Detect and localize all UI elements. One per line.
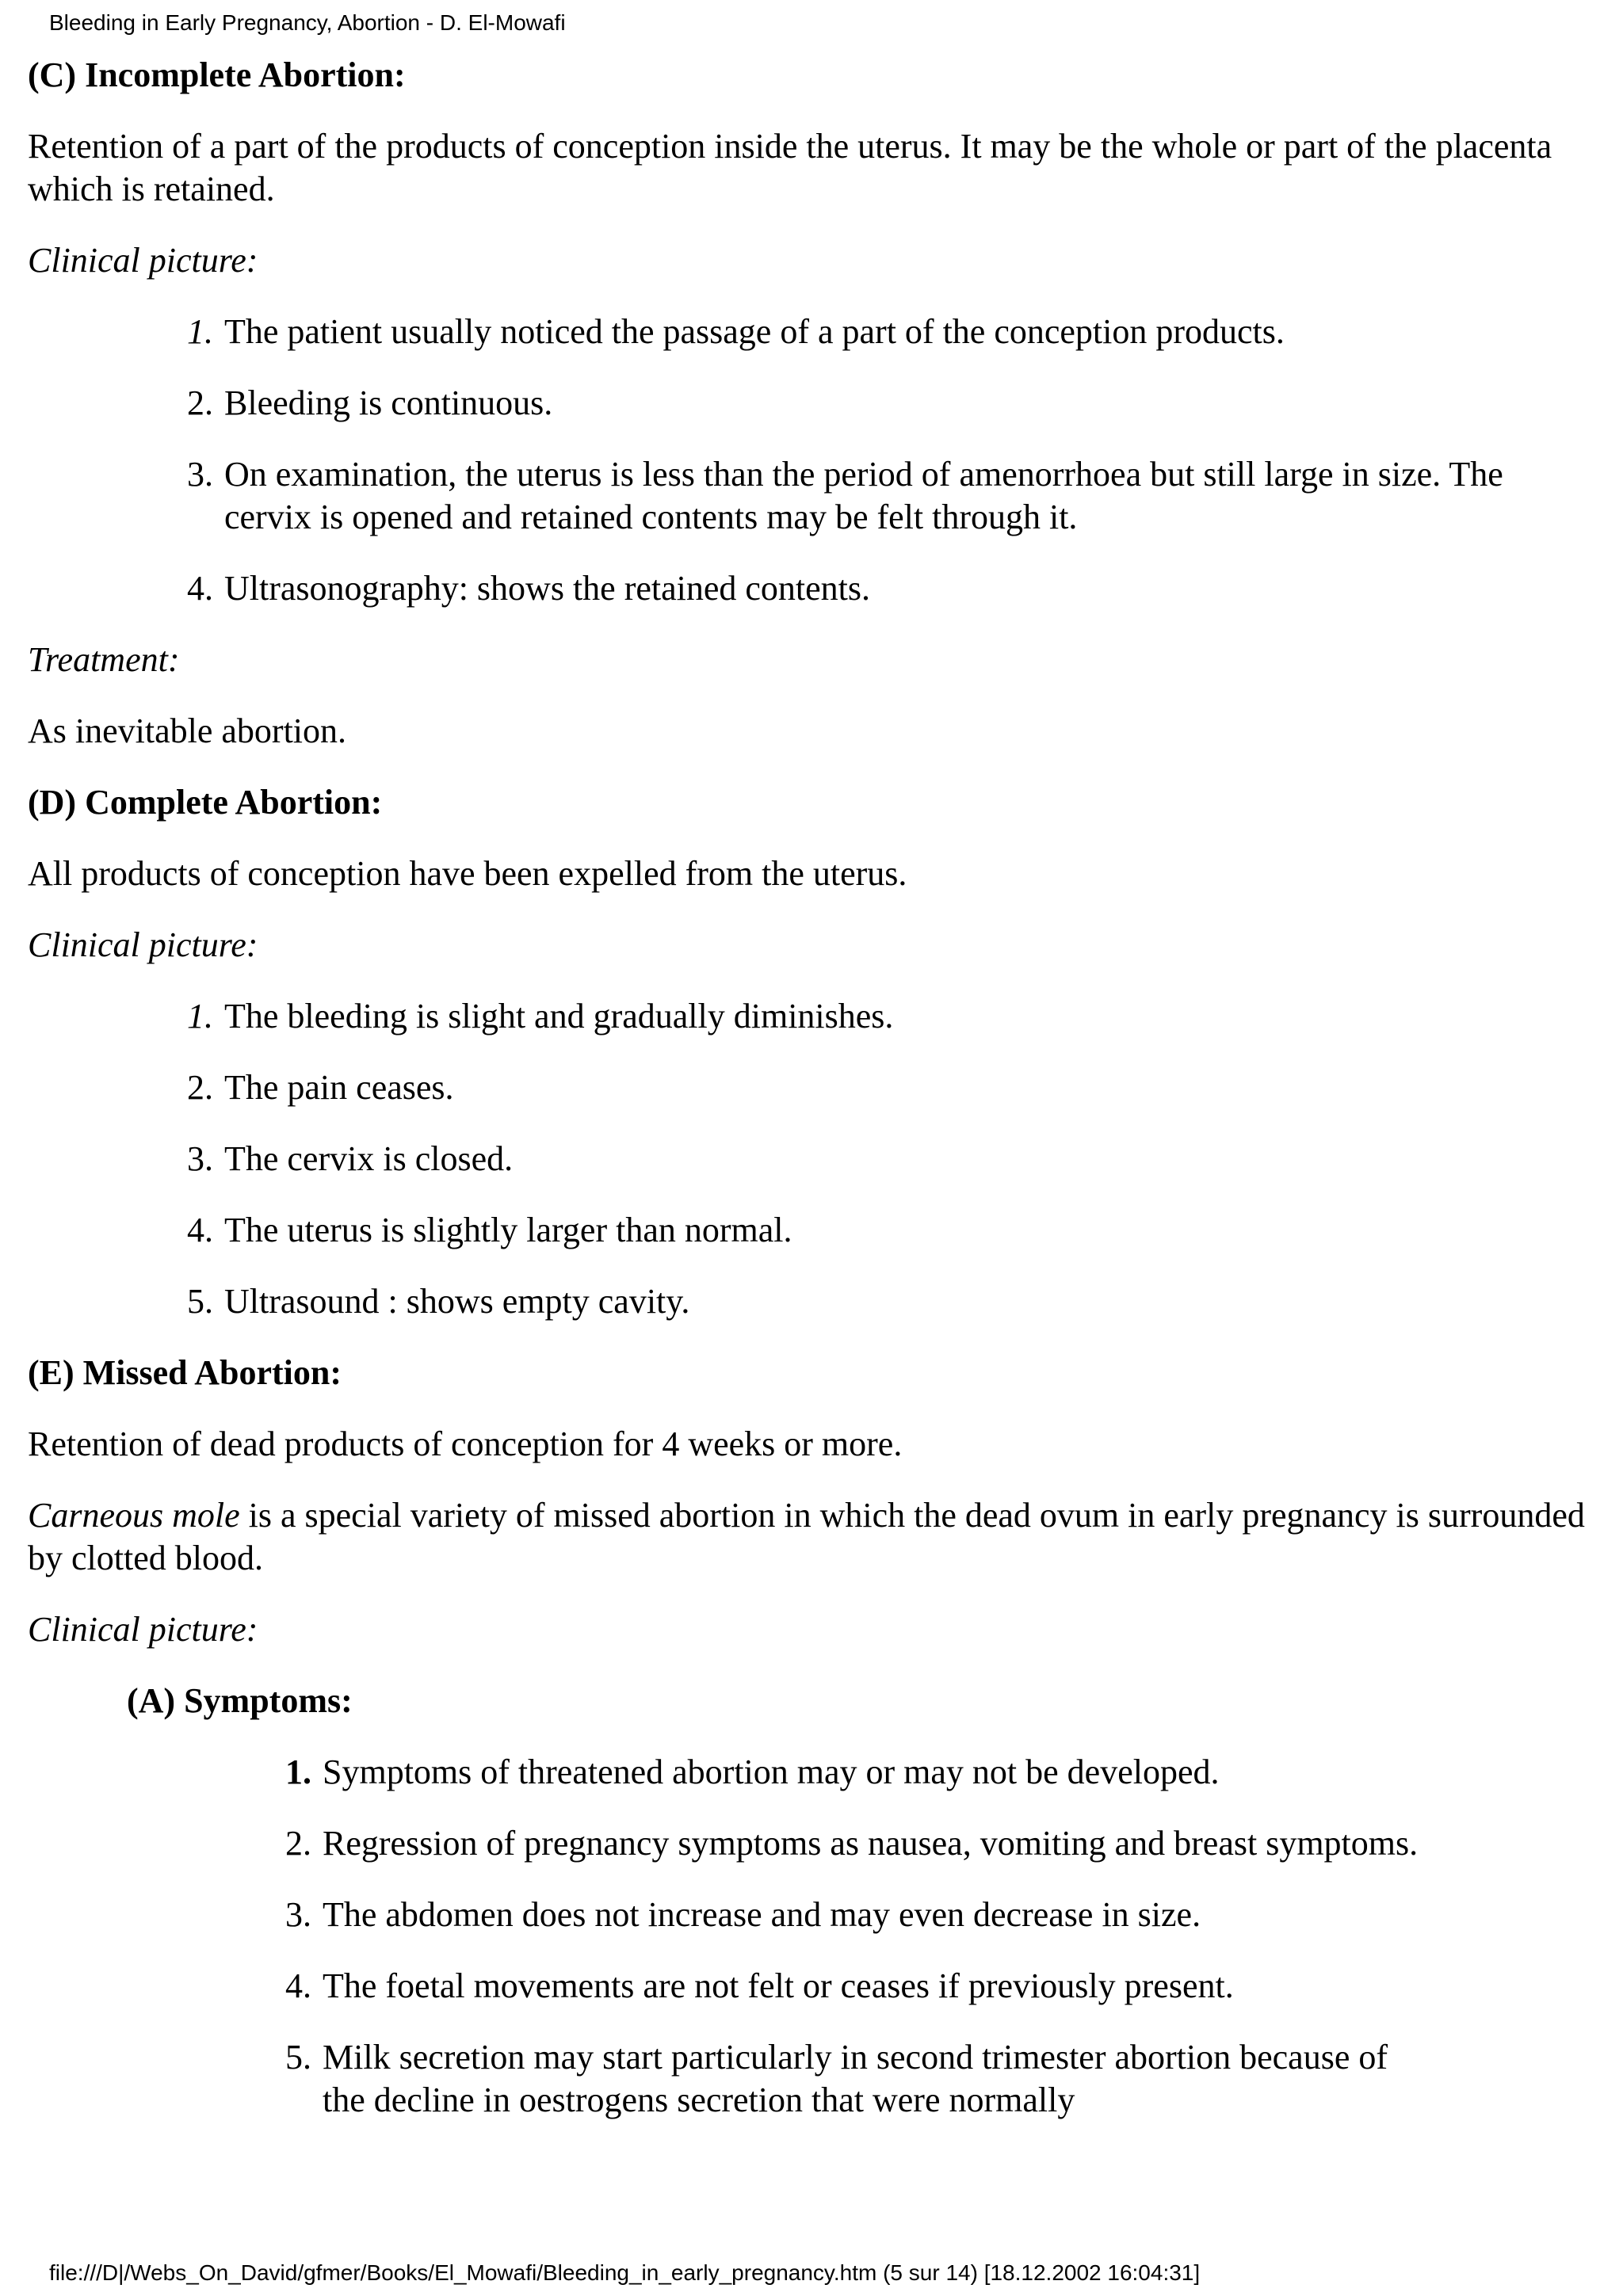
list-item-text: Ultrasonography: shows the retained contents. [224,569,871,608]
clinical-picture-label: Clinical picture: [28,1610,258,1649]
list-item-text: On examination, the uterus is less than the period of amenorrhoea but still large in size. The cervix is opened and retained contents may be felt through it. [224,455,1503,536]
list-item-text: The uterus is slightly larger than normal. [224,1211,792,1249]
missed-abortion-definition: Retention of dead products of conception for 4 weeks or more. [28,1425,903,1463]
section-heading-missed-abortion: (E) Missed Abortion: [28,1353,342,1392]
list-item [187,567,1593,610]
list-item [285,1894,1426,1936]
list-item [187,1280,1593,1323]
list-number: 3. [187,455,213,494]
list-number: 5. [285,2038,311,2077]
complete-abortion-clinical-list [28,995,1593,1323]
list-number: 4. [187,1211,213,1249]
symptoms-heading: (A) Symptoms: [127,1681,353,1720]
list-number: 5. [187,1282,213,1321]
list-item [285,1965,1426,2008]
list-number: 1. [187,997,213,1035]
list-item [285,1822,1426,1865]
missed-abortion-symptoms-list [28,1751,1593,2122]
carneous-mole-text: is a special variety of missed abortion in which the dead ovum in early pregnancy is surrounded by clotted blood. [28,1496,1585,1577]
list-item-text: The bleeding is slight and gradually diminishes. [224,997,894,1035]
list-item-text: The foetal movements are not felt or ceases if previously present. [323,1966,1234,2005]
carneous-mole-paragraph [28,1494,1593,1580]
list-number: 2. [285,1824,311,1863]
list-item-text: Bleeding is continuous. [224,383,553,422]
list-item [285,2036,1426,2122]
list-item [187,1066,1593,1109]
list-item [187,995,1593,1038]
list-item [187,453,1593,539]
section-heading-incomplete-abortion: (C) Incomplete Abortion: [28,55,406,94]
treatment-text: As inevitable abortion. [28,711,347,750]
list-item [187,311,1593,353]
incomplete-abortion-definition: Retention of a part of the products of conception inside the uterus. It may be the whole or part of the placenta which is retained. [28,127,1552,208]
list-item [187,1209,1593,1252]
list-number: 3. [285,1895,311,1934]
list-item-text: Regression of pregnancy symptoms as nausea, vomiting and breast symptoms. [323,1824,1419,1863]
list-number: 3. [187,1139,213,1178]
section-heading-complete-abortion: (D) Complete Abortion: [28,783,383,822]
list-item [187,1138,1593,1180]
running-header: Bleeding in Early Pregnancy, Abortion - D. El-Mowafi [49,10,566,35]
list-number: 1. [285,1753,311,1791]
list-item-text: The cervix is closed. [224,1139,514,1178]
list-number: 2. [187,383,213,422]
list-number: 4. [285,1966,311,2005]
list-number: 4. [187,569,213,608]
carneous-mole-term: Carneous mole [28,1496,240,1535]
clinical-picture-label: Clinical picture: [28,925,258,964]
list-item [285,1751,1426,1794]
list-item [187,382,1593,425]
list-item-text: Symptoms of threatened abortion may or may not be developed. [323,1753,1220,1791]
document-body [28,54,1593,2150]
list-number: 1. [187,312,213,351]
clinical-picture-label: Clinical picture: [28,241,258,280]
list-item-text: Milk secretion may start particularly in second trimester abortion because of the decline in oestrogens secretion that were normally [323,2038,1388,2119]
file-path-footer: file:///D|/Webs_On_David/gfmer/Books/El_Mowafi/Bleeding_in_early_pregnancy.htm (5 sur 14) [18.12.2002 16:04:31] [49,2260,1201,2285]
list-item-text: The pain ceases. [224,1068,454,1107]
treatment-label: Treatment: [28,640,180,679]
list-item-text: The patient usually noticed the passage of a part of the conception products. [224,312,1285,351]
complete-abortion-definition: All products of conception have been expelled from the uterus. [28,854,907,893]
incomplete-abortion-clinical-list [28,311,1593,610]
list-item-text: Ultrasound : shows empty cavity. [224,1282,690,1321]
list-item-text: The abdomen does not increase and may even decrease in size. [323,1895,1201,1934]
list-number: 2. [187,1068,213,1107]
